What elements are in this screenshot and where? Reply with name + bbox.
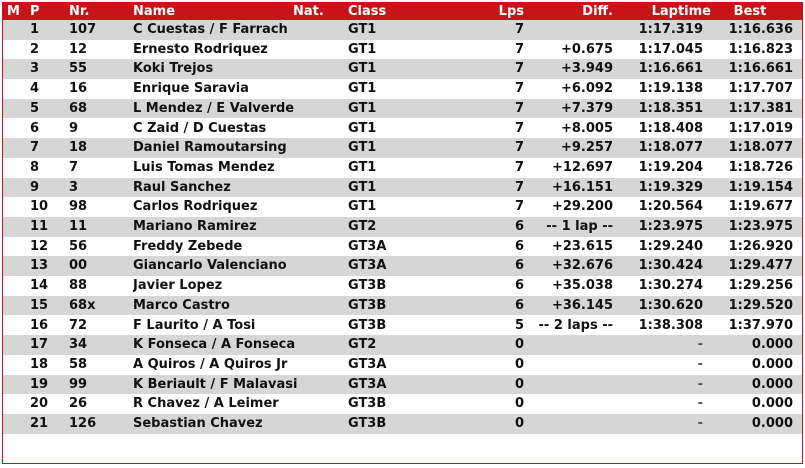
laps-cell: 6 [514, 238, 524, 254]
car-number-cell: 68x [69, 297, 96, 313]
driver-name-cell: Daniel Ramoutarsing [133, 140, 287, 156]
laptime-cell: 1:38.308 [638, 317, 703, 333]
car-number-cell: 98 [69, 199, 88, 215]
class-cell: GT3A [348, 376, 387, 392]
laptime-cell: 1:18.351 [638, 100, 703, 116]
timing-board [2, 2, 803, 464]
class-cell: GT1 [348, 22, 377, 37]
table-row [3, 296, 802, 316]
position-cell: 21 [30, 416, 49, 431]
table-row [3, 79, 802, 99]
table-row [3, 217, 802, 237]
driver-name-cell: Raul Sanchez [133, 179, 231, 195]
car-number-cell: 107 [69, 22, 97, 37]
driver-name-cell: K Fonseca / A Fonseca [133, 337, 296, 353]
best-cell: 1:16.823 [728, 41, 793, 57]
diff-cell: +36.145 [551, 297, 613, 313]
driver-name-cell: Mariano Ramirez [133, 219, 257, 234]
class-cell: GT3B [348, 317, 387, 333]
position-cell: 15 [30, 297, 49, 313]
diff-cell: +16.151 [551, 179, 613, 195]
best-cell: 1:16.661 [728, 61, 793, 77]
diff-cell: +7.379 [560, 100, 613, 116]
laptime-cell: 1:18.408 [638, 120, 703, 136]
laptime-cell: 1:17.045 [638, 41, 703, 57]
car-number-cell: 58 [69, 356, 88, 372]
car-number-cell: 34 [69, 337, 88, 353]
position-cell: 16 [30, 317, 49, 333]
laps-cell: 7 [514, 159, 524, 175]
laptime-cell: - [697, 376, 703, 392]
laps-cell: 7 [514, 41, 524, 57]
driver-name-cell: Javier Lopez [133, 278, 223, 294]
car-number-cell: 72 [69, 317, 88, 333]
diff-cell: +35.038 [551, 278, 613, 294]
best-cell: 0.000 [751, 416, 793, 431]
position-cell: 2 [30, 41, 40, 57]
position-cell: 13 [30, 258, 49, 274]
car-number-cell: 55 [69, 61, 88, 77]
class-cell: GT1 [348, 159, 377, 175]
diff-cell: +9.257 [560, 140, 613, 156]
table-row [3, 237, 802, 257]
table-row [3, 158, 802, 178]
best-cell: 1:19.677 [728, 199, 793, 215]
car-number-cell: 11 [69, 219, 88, 234]
position-cell: 8 [30, 159, 40, 175]
best-cell: 1:18.077 [728, 140, 793, 156]
class-cell: GT3B [348, 416, 387, 431]
position-cell: 6 [30, 120, 40, 136]
position-cell: 19 [30, 376, 49, 392]
position-cell: 20 [30, 396, 49, 412]
position-cell: 18 [30, 356, 49, 372]
laps-cell: 0 [514, 376, 524, 392]
class-cell: GT1 [348, 100, 377, 116]
table-row [3, 394, 802, 414]
class-cell: GT1 [348, 179, 377, 195]
laptime-cell: - [697, 416, 703, 431]
class-cell: GT1 [348, 61, 377, 77]
class-cell: GT1 [348, 120, 377, 136]
car-number-cell: 56 [69, 238, 88, 254]
driver-name-cell: F Laurito / A Tosi [133, 317, 256, 333]
laps-cell: 0 [514, 396, 524, 412]
laptime-cell: 1:29.240 [638, 238, 703, 254]
laptime-cell: 1:30.274 [638, 278, 703, 294]
laptime-cell: 1:30.424 [638, 258, 703, 274]
best-cell: 0.000 [751, 376, 793, 392]
driver-name-cell: Marco Castro [133, 297, 230, 313]
best-cell: 1:29.256 [728, 278, 793, 294]
header-name: Name [133, 4, 176, 19]
car-number-cell: 9 [69, 120, 79, 136]
car-number-cell: 16 [69, 81, 88, 97]
laptime-cell: - [697, 356, 703, 372]
car-number-cell: 18 [69, 140, 88, 156]
car-number-cell: 3 [69, 179, 79, 195]
best-cell: 1:29.477 [728, 258, 793, 274]
laps-cell: 7 [514, 179, 524, 195]
class-cell: GT2 [348, 219, 377, 234]
header-laps: Lps [498, 4, 524, 19]
position-cell: 1 [30, 22, 40, 37]
laptime-cell: 1:23.975 [638, 219, 703, 234]
laps-cell: 7 [514, 81, 524, 97]
laps-cell: 7 [514, 140, 524, 156]
class-cell: GT3A [348, 238, 387, 254]
laps-cell: 7 [514, 22, 524, 37]
driver-name-cell: A Quiros / A Quiros Jr [133, 356, 288, 372]
table-row [3, 99, 802, 119]
class-cell: GT3B [348, 396, 387, 412]
table-row [3, 375, 802, 395]
driver-name-cell: Carlos Rodriquez [133, 199, 258, 215]
laptime-cell: - [697, 337, 703, 353]
laps-cell: 5 [514, 317, 524, 333]
best-cell: 1:17.707 [728, 81, 793, 97]
header-position: P [30, 4, 40, 19]
laptime-cell: 1:19.204 [638, 159, 703, 175]
header-nationality: Nat. [293, 4, 324, 19]
table-row [3, 138, 802, 158]
laptime-cell: 1:19.329 [638, 179, 703, 195]
laptime-cell: 1:19.138 [638, 81, 703, 97]
car-number-cell: 26 [69, 396, 88, 412]
best-cell: 0.000 [751, 396, 793, 412]
laptime-cell: 1:30.620 [638, 297, 703, 313]
laps-cell: 7 [514, 199, 524, 215]
driver-name-cell: L Mendez / E Valverde [133, 100, 295, 116]
driver-name-cell: Freddy Zebede [133, 238, 243, 254]
best-cell: 0.000 [751, 356, 793, 372]
class-cell: GT3B [348, 297, 387, 313]
table-row [3, 316, 802, 336]
diff-cell: +0.675 [560, 41, 613, 57]
laptime-cell: 1:17.319 [638, 22, 703, 37]
table-row [3, 256, 802, 276]
position-cell: 3 [30, 61, 40, 77]
driver-name-cell: Enrique Saravia [133, 81, 249, 97]
class-cell: GT1 [348, 81, 377, 97]
car-number-cell: 88 [69, 278, 88, 294]
laptime-cell: 1:16.661 [638, 61, 703, 77]
laps-cell: 0 [514, 337, 524, 353]
header-number: Nr. [69, 4, 90, 19]
laptime-cell: 1:18.077 [638, 140, 703, 156]
best-cell: 1:26.920 [728, 238, 793, 254]
class-cell: GT2 [348, 337, 377, 353]
diff-cell: +32.676 [551, 258, 613, 274]
car-number-cell: 00 [69, 258, 88, 274]
best-cell: 1:17.381 [728, 100, 793, 116]
diff-cell: -- 1 lap -- [546, 219, 613, 234]
position-cell: 12 [30, 238, 49, 254]
table-row [3, 20, 802, 40]
table-row [3, 355, 802, 375]
driver-name-cell: Sebastian Chavez [133, 416, 263, 431]
car-number-cell: 12 [69, 41, 88, 57]
class-cell: GT3A [348, 356, 387, 372]
car-number-cell: 99 [69, 376, 88, 392]
laps-cell: 0 [514, 356, 524, 372]
header-laptime: Laptime [651, 4, 711, 19]
best-cell: 1:18.726 [728, 159, 793, 175]
laps-cell: 6 [514, 258, 524, 274]
laps-cell: 6 [514, 278, 524, 294]
diff-cell: +12.697 [551, 159, 613, 175]
class-cell: GT1 [348, 140, 377, 156]
header-marker: M [7, 4, 20, 19]
diff-cell: +23.615 [551, 238, 613, 254]
position-cell: 7 [30, 140, 40, 156]
position-cell: 5 [30, 100, 40, 116]
driver-name-cell: K Beriault / F Malavasi [133, 376, 298, 392]
diff-cell: -- 2 laps -- [538, 317, 613, 333]
laps-cell: 7 [514, 120, 524, 136]
driver-name-cell: Giancarlo Valenciano [133, 258, 287, 274]
header-best: Best [733, 4, 767, 19]
position-cell: 11 [30, 219, 49, 234]
header-class: Class [348, 4, 387, 19]
best-cell: 1:37.970 [728, 317, 793, 333]
best-cell: 1:17.019 [728, 120, 793, 136]
diff-cell: +8.005 [560, 120, 613, 136]
class-cell: GT1 [348, 199, 377, 215]
driver-name-cell: Luis Tomas Mendez [133, 159, 275, 175]
class-cell: GT3A [348, 258, 387, 274]
table-row [3, 178, 802, 198]
driver-name-cell: C Zaid / D Cuestas [133, 120, 267, 136]
diff-cell: +29.200 [551, 199, 613, 215]
laps-cell: 7 [514, 61, 524, 77]
position-cell: 14 [30, 278, 49, 294]
position-cell: 4 [30, 81, 40, 97]
car-number-cell: 126 [69, 416, 97, 431]
car-number-cell: 68 [69, 100, 88, 116]
driver-name-cell: R Chavez / A Leimer [133, 396, 279, 412]
driver-name-cell: Ernesto Rodriquez [133, 41, 268, 57]
best-cell: 1:16.636 [728, 22, 793, 37]
laps-cell: 6 [514, 219, 524, 234]
driver-name-cell: Koki Trejos [133, 61, 214, 77]
table-header [3, 3, 802, 20]
laps-cell: 7 [514, 100, 524, 116]
laptime-cell: - [697, 396, 703, 412]
class-cell: GT1 [348, 41, 377, 57]
position-cell: 9 [30, 179, 40, 195]
table-row [3, 119, 802, 139]
laptime-cell: 1:20.564 [638, 199, 703, 215]
best-cell: 0.000 [751, 337, 793, 353]
best-cell: 1:19.154 [728, 179, 793, 195]
position-cell: 10 [30, 199, 49, 215]
class-cell: GT3B [348, 278, 387, 294]
table-row [3, 414, 802, 434]
diff-cell: +3.949 [560, 61, 613, 77]
best-cell: 1:29.520 [728, 297, 793, 313]
laps-cell: 6 [514, 297, 524, 313]
table-row [3, 197, 802, 217]
table-row [3, 276, 802, 296]
diff-cell: +6.092 [560, 81, 613, 97]
header-diff: Diff. [582, 4, 613, 19]
car-number-cell: 7 [69, 159, 79, 175]
position-cell: 17 [30, 337, 49, 353]
driver-name-cell: C Cuestas / F Farrach [133, 22, 288, 37]
table-row [3, 59, 802, 79]
table-row [3, 335, 802, 355]
table-row [3, 40, 802, 60]
best-cell: 1:23.975 [728, 219, 793, 234]
laps-cell: 0 [514, 416, 524, 431]
